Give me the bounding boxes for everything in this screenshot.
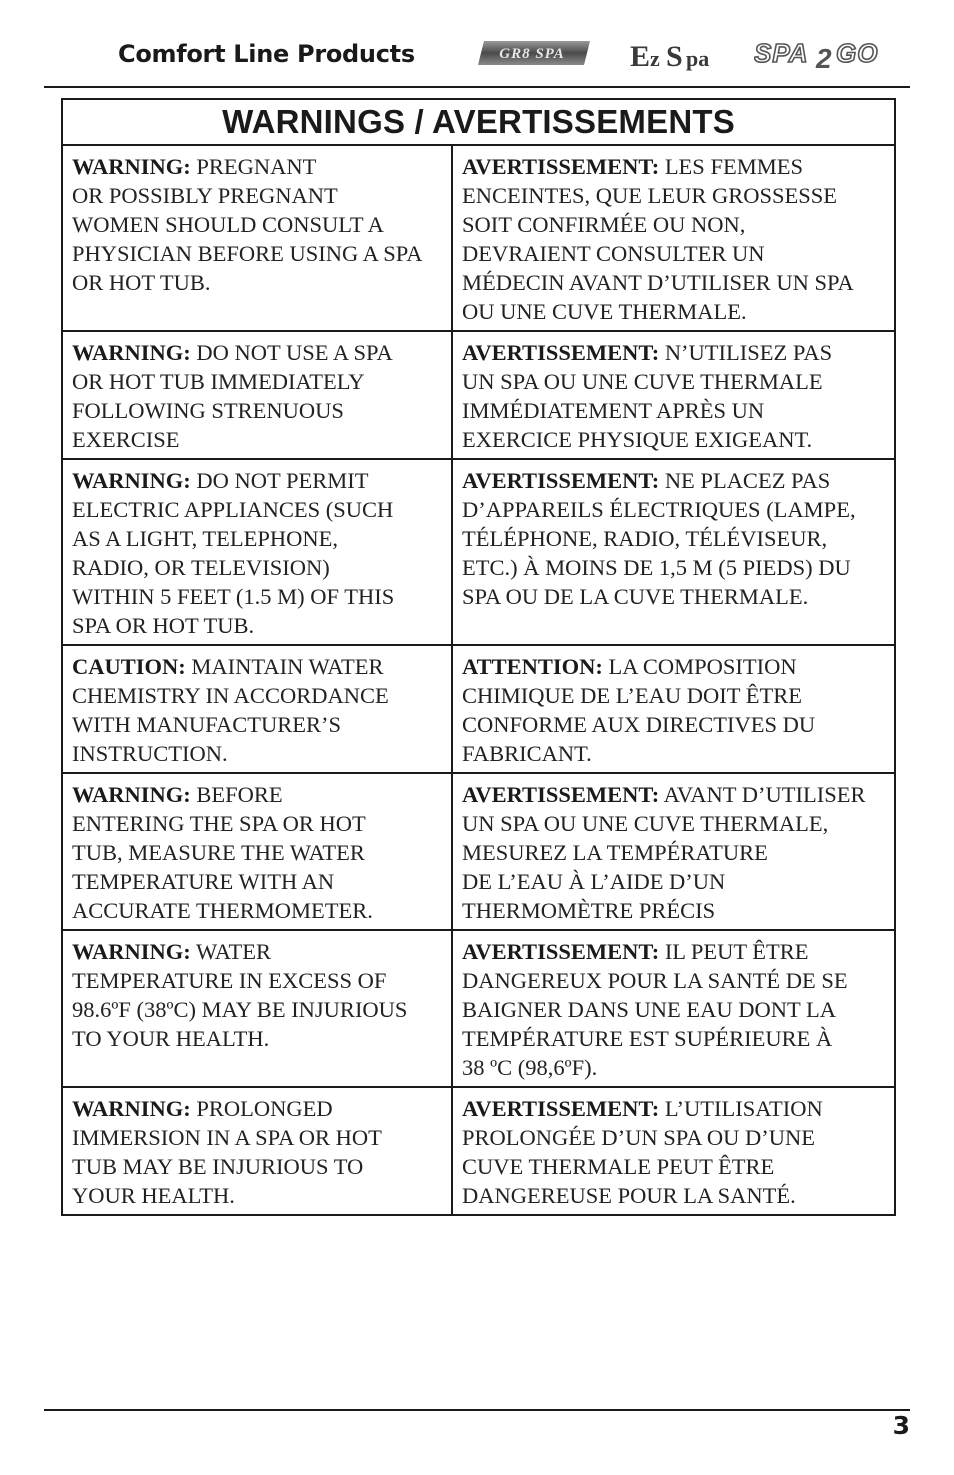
- warning-label: WARNING:: [72, 782, 191, 807]
- warning-label: CAUTION:: [72, 654, 186, 679]
- warning-label: WARNING:: [72, 340, 191, 365]
- warning-fr: [452, 930, 895, 1087]
- table-title: WARNINGS / AVERTISSEMENTS: [62, 99, 895, 145]
- table-row: [62, 331, 895, 459]
- warning-text: DO NOT USE A SPA OR HOT TUB IMMEDIATELY FOLLOWING STRENUOUS EXERCISE: [72, 340, 393, 452]
- table-row: [62, 773, 895, 930]
- brand-title: Comfort Line Products: [118, 40, 415, 68]
- warning-label: WARNING:: [72, 154, 191, 179]
- warning-text: PREGNANT OR POSSIBLY PREGNANT WOMEN SHOULD CONSULT A PHYSICIAN BEFORE USING A SPA OR HOT TUB.: [72, 154, 423, 295]
- warning-text: DO NOT PERMIT ELECTRIC APPLIANCES (SUCH AS A LIGHT, TELEPHONE, RADIO, OR TELEVISION) WITHIN 5 FEET (1.5 M) OF THIS SPA OR HOT TUB.: [72, 468, 395, 638]
- warning-label: WARNING:: [72, 939, 191, 964]
- warnings-body: [62, 145, 895, 1215]
- table-row: [62, 145, 895, 331]
- table-row: [62, 459, 895, 645]
- warning-en: [62, 773, 452, 930]
- warning-text: N’UTILISEZ PAS UN SPA OU UNE CUVE THERMALE IMMÉDIATEMENT APRÈS UN EXERCICE PHYSIQUE EXIGEANT.: [462, 340, 833, 452]
- warning-label: AVERTISSEMENT:: [462, 1096, 660, 1121]
- warning-label: AVERTISSEMENT:: [462, 340, 660, 365]
- warning-en: [62, 930, 452, 1087]
- ezspa-logo: [628, 36, 724, 72]
- warning-label: AVERTISSEMENT:: [462, 939, 660, 964]
- warning-text: NE PLACEZ PAS D’APPAREILS ÉLECTRIQUES (LAMPE, TÉLÉPHONE, RADIO, TÉLÉVISEUR, ETC.) À MOINS DE 1,5 M (5 PIEDS) DU SPA OU DE LA CUVE THERMALE.: [462, 468, 856, 609]
- warning-text: LES FEMMES ENCEINTES, QUE LEUR GROSSESSE SOIT CONFIRMÉE OU NON, DEVRAIENT CONSULTER UN MÉDECIN AVANT D’UTILISER UN SPA OU UNE CUVE THERMALE.: [462, 154, 854, 324]
- warning-fr: [452, 145, 895, 331]
- table-row: [62, 1087, 895, 1215]
- table-row: [62, 645, 895, 773]
- svg-text:2: 2: [816, 43, 832, 72]
- footer-divider: [44, 1409, 910, 1411]
- warning-label: AVERTISSEMENT:: [462, 782, 660, 807]
- page-number: 3: [892, 1411, 910, 1440]
- header-divider: [44, 86, 910, 88]
- warnings-table: [61, 98, 896, 1216]
- warning-en: [62, 1087, 452, 1215]
- warning-fr: [452, 459, 895, 645]
- warning-label: AVERTISSEMENT:: [462, 468, 660, 493]
- svg-text:GO: GO: [836, 38, 879, 68]
- grspa-logo: [478, 40, 590, 66]
- warning-label: AVERTISSEMENT:: [462, 154, 660, 179]
- warning-en: [62, 459, 452, 645]
- svg-text:pa: pa: [686, 46, 710, 71]
- warning-text: IL PEUT ÊTRE DANGEREUX POUR LA SANTÉ DE SE BAIGNER DANS UNE EAU DONT LA TEMPÉRATURE EST SUPÉRIEURE À 38 ºC (98,6ºF).: [462, 939, 848, 1080]
- warning-en: [62, 645, 452, 773]
- brand-logos: [478, 34, 918, 74]
- warning-fr: [452, 645, 895, 773]
- svg-text:z: z: [650, 46, 660, 71]
- table-row: [62, 930, 895, 1087]
- warning-text: L’UTILISATION PROLONGÉE D’UN SPA OU D’UNE CUVE THERMALE PEUT ÊTRE DANGEREUSE POUR LA SANTÉ.: [462, 1096, 823, 1208]
- svg-text:SPA: SPA: [754, 38, 809, 68]
- spa2go-logo: [754, 36, 920, 72]
- warning-label: ATTENTION:: [462, 654, 603, 679]
- warning-text: AVANT D’UTILISER UN SPA OU UNE CUVE THERMALE, MESUREZ LA TEMPÉRATURE DE L’EAU À L’AIDE D’UN THERMOMÈTRE PRÉCIS: [462, 782, 866, 923]
- svg-text:S: S: [666, 40, 683, 72]
- warning-text: WATER TEMPERATURE IN EXCESS OF 98.6ºF (38ºC) MAY BE INJURIOUS TO YOUR HEALTH.: [72, 939, 408, 1051]
- warning-fr: [452, 331, 895, 459]
- svg-text:GR8 SPA: GR8 SPA: [499, 46, 565, 62]
- warning-text: PROLONGED IMMERSION IN A SPA OR HOT TUB MAY BE INJURIOUS TO YOUR HEALTH.: [72, 1096, 382, 1208]
- warning-text: BEFORE ENTERING THE SPA OR HOT TUB, MEASURE THE WATER TEMPERATURE WITH AN ACCURATE THERMOMETER.: [72, 782, 373, 923]
- warning-en: [62, 145, 452, 331]
- warning-text: MAINTAIN WATER CHEMISTRY IN ACCORDANCE WITH MANUFACTURER’S INSTRUCTION.: [72, 654, 389, 766]
- page-header: [44, 30, 910, 86]
- warning-label: WARNING:: [72, 468, 191, 493]
- svg-text:E: E: [630, 40, 651, 72]
- warning-en: [62, 331, 452, 459]
- warning-fr: [452, 773, 895, 930]
- warning-fr: [452, 1087, 895, 1215]
- warning-label: WARNING:: [72, 1096, 191, 1121]
- warning-text: LA COMPOSITION CHIMIQUE DE L’EAU DOIT ÊTRE CONFORME AUX DIRECTIVES DU FABRICANT.: [462, 654, 816, 766]
